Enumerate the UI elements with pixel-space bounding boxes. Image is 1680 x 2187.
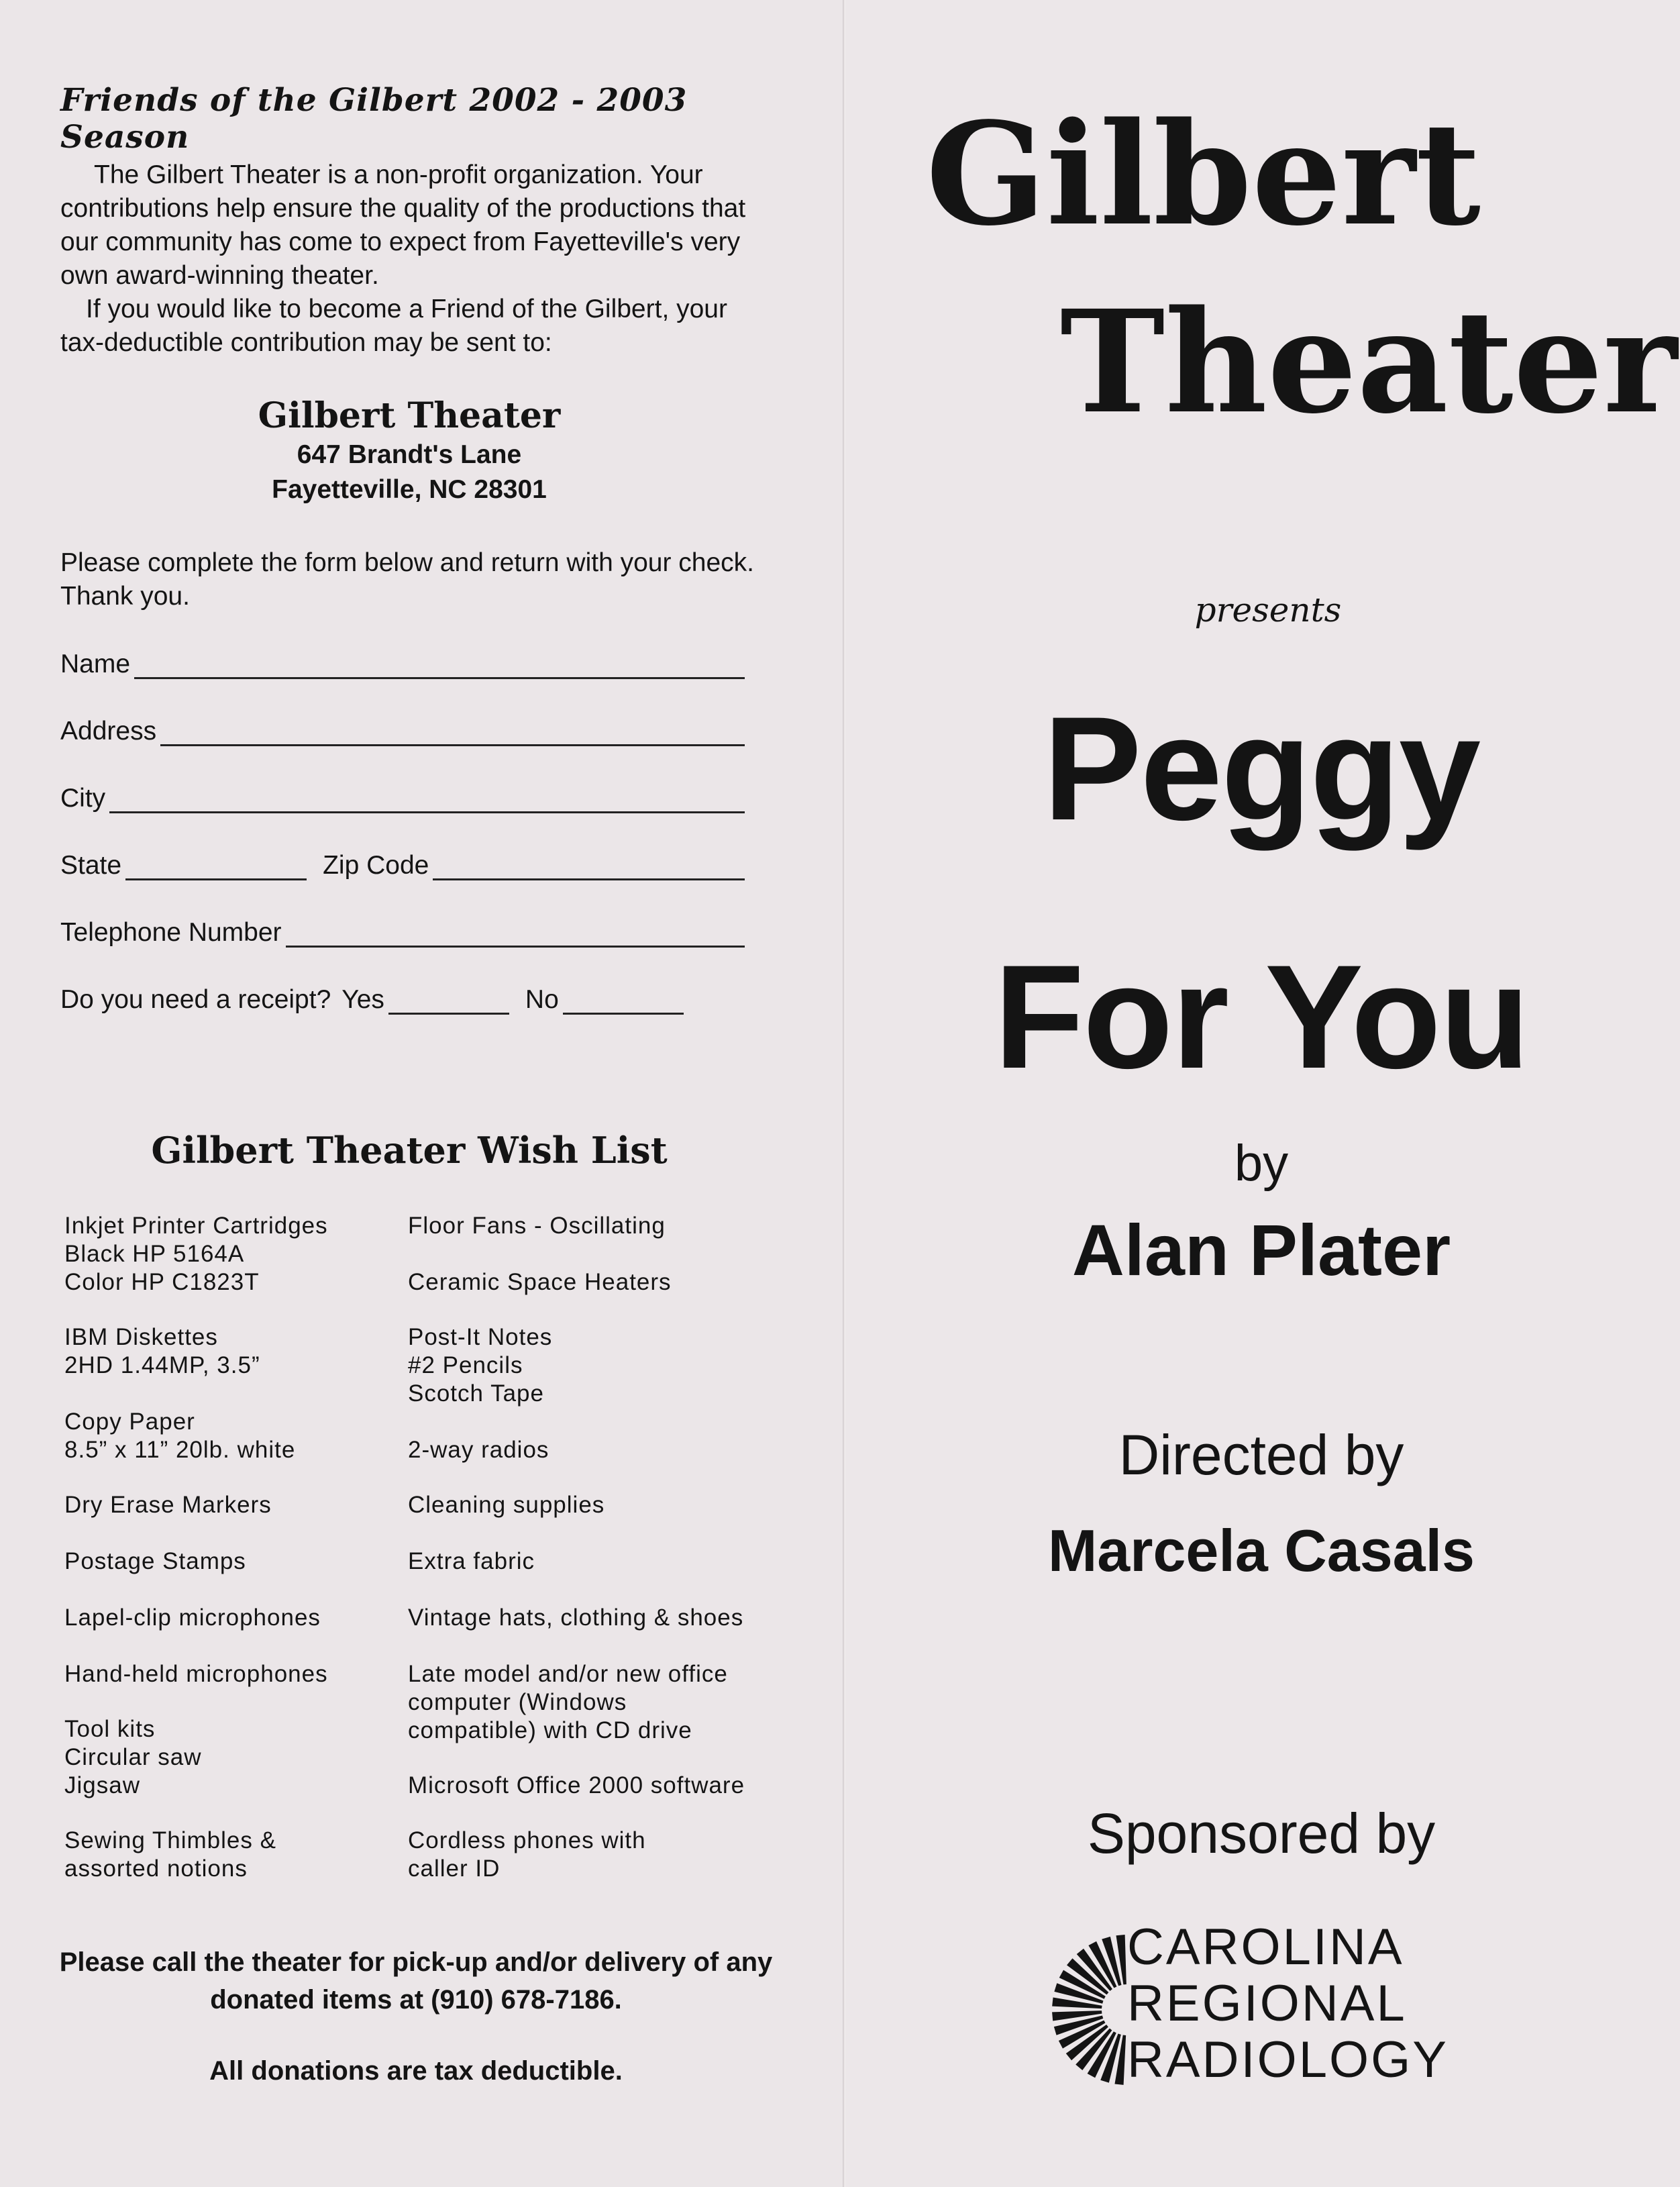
wishlist-item-line: 2HD 1.44MP, 3.5” xyxy=(64,1352,260,1378)
wishlist-item xyxy=(64,1547,440,1576)
address-name: Gilbert Theater xyxy=(258,395,561,436)
receipt-yes-label: Yes xyxy=(342,985,384,1014)
wishlist-item xyxy=(64,1715,440,1800)
state-field-line[interactable] xyxy=(125,852,307,880)
wishlist-item xyxy=(64,1491,440,1519)
zip-field-line[interactable] xyxy=(433,852,745,880)
form-row-phone xyxy=(60,910,745,948)
address-label: Address xyxy=(60,717,157,746)
wishlist-item xyxy=(408,1436,784,1464)
form-row-name xyxy=(60,642,745,679)
receipt-yes-line[interactable] xyxy=(388,986,509,1015)
address-street: 647 Brandt's Lane xyxy=(297,440,522,469)
form-row-city xyxy=(60,776,745,813)
wishlist-item xyxy=(408,1323,784,1408)
city-field-line[interactable] xyxy=(109,784,745,813)
wishlist-item xyxy=(408,1772,784,1800)
form-row-state-zip xyxy=(60,843,745,880)
form-row-address xyxy=(60,709,745,746)
wishlist-item-line: Extra fabric xyxy=(408,1548,535,1574)
wishlist-heading: Gilbert Theater Wish List xyxy=(151,1129,668,1172)
wishlist-item-line: IBM Diskettes xyxy=(64,1324,218,1350)
wishlist-item-line: Scotch Tape xyxy=(408,1380,544,1407)
wishlist-item-line: computer (Windows xyxy=(408,1689,627,1715)
wishlist-item-line: caller ID xyxy=(408,1855,501,1882)
wishlist-item xyxy=(408,1268,784,1296)
wishlist-item-line: Sewing Thimbles & xyxy=(64,1827,276,1853)
wishlist-item xyxy=(64,1212,440,1296)
sponsor-name xyxy=(1127,1919,1516,2088)
city-label: City xyxy=(60,784,106,813)
director-name: Marcela Casals xyxy=(1048,1517,1475,1584)
intro-paragraph: The Gilbert Theater is a non-profit organization. Your contributions help ensure the quality of the productions that our community has come to expect from Fayetteville's very own award-winning theater. xyxy=(60,160,746,290)
pickup-callout: Please call the theater for pick-up and/or delivery of any donated items at (910) 678-7186. xyxy=(59,1947,773,2015)
address-field-line[interactable] xyxy=(160,717,745,746)
wishlist-item xyxy=(408,1827,784,1883)
wishlist-item xyxy=(64,1408,440,1464)
receipt-no-line[interactable] xyxy=(563,986,684,1015)
phone-label: Telephone Number xyxy=(60,918,282,947)
phone-field-line[interactable] xyxy=(286,919,745,948)
presents-label: presents xyxy=(1194,591,1342,629)
wishlist-item-line: Cordless phones with xyxy=(408,1827,646,1853)
contribution-paragraph: If you would like to become a Friend of the Gilbert, your tax-deductible contribution may be sent to: xyxy=(60,295,727,357)
wishlist-item-line: Black HP 5164A xyxy=(64,1241,245,1267)
name-label: Name xyxy=(60,650,131,678)
wishlist-item-line: 8.5” x 11” 20lb. white xyxy=(64,1437,296,1463)
wishlist-item-line: Lapel-clip microphones xyxy=(64,1605,321,1631)
state-label: State xyxy=(60,851,122,880)
wishlist-item xyxy=(64,1323,440,1380)
wishlist-item xyxy=(64,1660,440,1688)
address-city: Fayetteville, NC 28301 xyxy=(272,475,547,504)
wishlist-item-line: Floor Fans - Oscillating xyxy=(408,1213,666,1239)
wishlist-item xyxy=(408,1547,784,1576)
sponsor-name-line-1: CAROLINA xyxy=(1127,1919,1404,1976)
sponsored-by-label: Sponsored by xyxy=(1087,1802,1436,1865)
directed-by-label: Directed by xyxy=(1118,1423,1404,1486)
receipt-no-label: No xyxy=(525,985,559,1014)
sunburst-icon xyxy=(1027,1933,1141,2087)
friends-heading: Friends of the Gilbert 2002 - 2003 Season xyxy=(60,82,688,156)
wishlist-item-line: Hand-held microphones xyxy=(64,1661,328,1687)
play-title-line-2: For You xyxy=(994,934,1529,1099)
wishlist-item xyxy=(64,1604,440,1632)
wishlist-item xyxy=(408,1660,784,1745)
wishlist-item xyxy=(408,1604,784,1632)
by-label: by xyxy=(1234,1135,1289,1192)
receipt-label: Do you need a receipt? xyxy=(60,985,331,1014)
wishlist-item-line: Tool kits xyxy=(64,1716,156,1742)
tax-note: All donations are tax deductible. xyxy=(209,2056,623,2086)
wishlist-item-line: 2-way radios xyxy=(408,1437,549,1463)
wishlist-item-line: Color HP C1823T xyxy=(64,1269,260,1295)
author-name: Alan Plater xyxy=(1071,1209,1451,1290)
theater-name-line-2: Theater xyxy=(1060,279,1677,445)
wishlist-item-line: assorted notions xyxy=(64,1855,248,1882)
sponsor-logo xyxy=(1027,1919,1510,2094)
wishlist-item-line: Ceramic Space Heaters xyxy=(408,1269,672,1295)
wishlist-item-line: Jigsaw xyxy=(64,1772,140,1798)
wishlist-item-line: compatible) with CD drive xyxy=(408,1717,692,1743)
form-row-receipt xyxy=(60,977,745,1015)
wishlist-item-line: Microsoft Office 2000 software xyxy=(408,1772,745,1798)
name-field-line[interactable] xyxy=(134,650,745,679)
wishlist-item-line: Inkjet Printer Cartridges xyxy=(64,1213,328,1239)
wishlist-item-line: Dry Erase Markers xyxy=(64,1492,272,1518)
wishlist-item-line: #2 Pencils xyxy=(408,1352,523,1378)
sponsor-name-line-2: REGIONAL xyxy=(1127,1975,1407,2032)
sponsor-name-line-3: RADIOLOGY xyxy=(1127,2031,1449,2088)
form-instructions: Please complete the form below and return with your check. Thank you. xyxy=(60,548,755,611)
wishlist-item-line: Post-It Notes xyxy=(408,1324,553,1350)
zip-label: Zip Code xyxy=(323,851,429,880)
wishlist-item-line: Late model and/or new office xyxy=(408,1661,728,1687)
wishlist-item xyxy=(408,1491,784,1519)
wishlist-item xyxy=(64,1827,440,1883)
wishlist-item-line: Copy Paper xyxy=(64,1409,195,1435)
mailing-address xyxy=(60,395,758,507)
theater-name-line-1: Gilbert xyxy=(926,91,1481,257)
wishlist-item-line: Postage Stamps xyxy=(64,1548,246,1574)
play-title-line-1: Peggy xyxy=(1043,686,1480,851)
wishlist-item-line: Cleaning supplies xyxy=(408,1492,605,1518)
wishlist-item-line: Circular saw xyxy=(64,1744,202,1770)
wishlist-item-line: Vintage hats, clothing & shoes xyxy=(408,1605,744,1631)
wishlist-item xyxy=(408,1212,784,1240)
